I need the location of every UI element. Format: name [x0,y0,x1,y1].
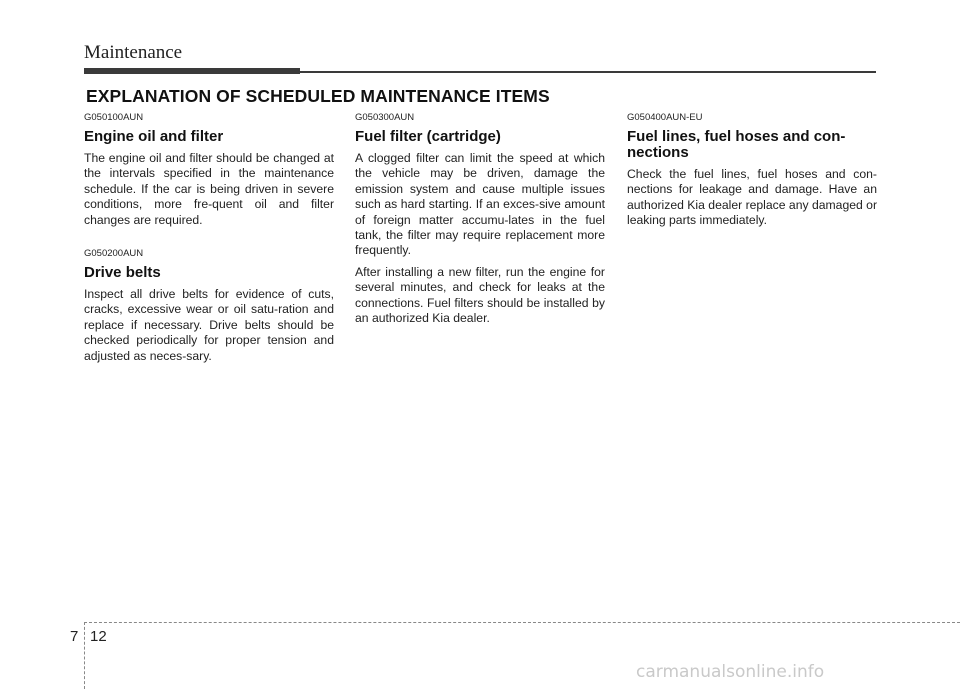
page-number: 12 [90,628,107,645]
block-paragraph: After installing a new filter, run the engine for several minutes, and check for leaks at the connections. Fuel filters should be installed by an authorized Kia dealer. [355,264,605,326]
header-rule-thin [300,71,876,73]
footer-dashed-divider [84,622,85,689]
watermark-text: carmanualsonline.info [636,662,825,682]
chapter-number: 7 [70,628,79,645]
block-heading: Fuel lines, fuel hoses and con-nections [627,128,846,161]
header-rule-thick [84,68,300,74]
block-heading: Fuel filter (cartridge) [355,128,501,145]
reference-code: G050200AUN [84,248,144,260]
block-engine-oil [84,112,334,228]
reference-code: G050300AUN [355,112,415,123]
page-header-title: Maintenance [84,42,183,63]
block-paragraph: Check the fuel lines, fuel hoses and con-nections for leakage and damage. Have an authorized Kia dealer replace any damaged or leaking parts immediately. [627,167,878,228]
reference-code: G050100AUN [84,112,144,123]
section-title: EXPLANATION OF SCHEDULED MAINTENANCE ITEMS [86,86,550,106]
footer-dashed-rule [84,622,960,623]
block-paragraph: The engine oil and filter should be changed at the intervals specified in the maintenance schedule. If the car is being driven in severe conditions, more fre-quent oil and filter changes are required. [84,151,334,227]
block-fuel-filter [355,112,605,326]
block-fuel-lines [627,112,877,229]
block-heading: Engine oil and filter [84,128,224,145]
block-paragraph: A clogged filter can limit the speed at which the vehicle may be driven, damage the emission system and cause multiple issues such as hard starting. If an exces-sive amount of foreign matter accumu-lates in the fuel tank, the filter may require replacement more frequently. [355,151,605,258]
column-2 [355,112,605,332]
block-paragraph: Inspect all drive belts for evidence of cuts, cracks, excessive wear or oil satu-ration and replace if necessary. Drive belts should be checked periodically for proper tension and adjusted as neces-sary. [84,287,334,363]
block-heading: Drive belts [84,264,161,282]
column-1 [84,112,334,370]
block-drive-belts [84,248,334,364]
reference-code: G050400AUN-EU [627,112,703,123]
column-3 [627,112,877,235]
